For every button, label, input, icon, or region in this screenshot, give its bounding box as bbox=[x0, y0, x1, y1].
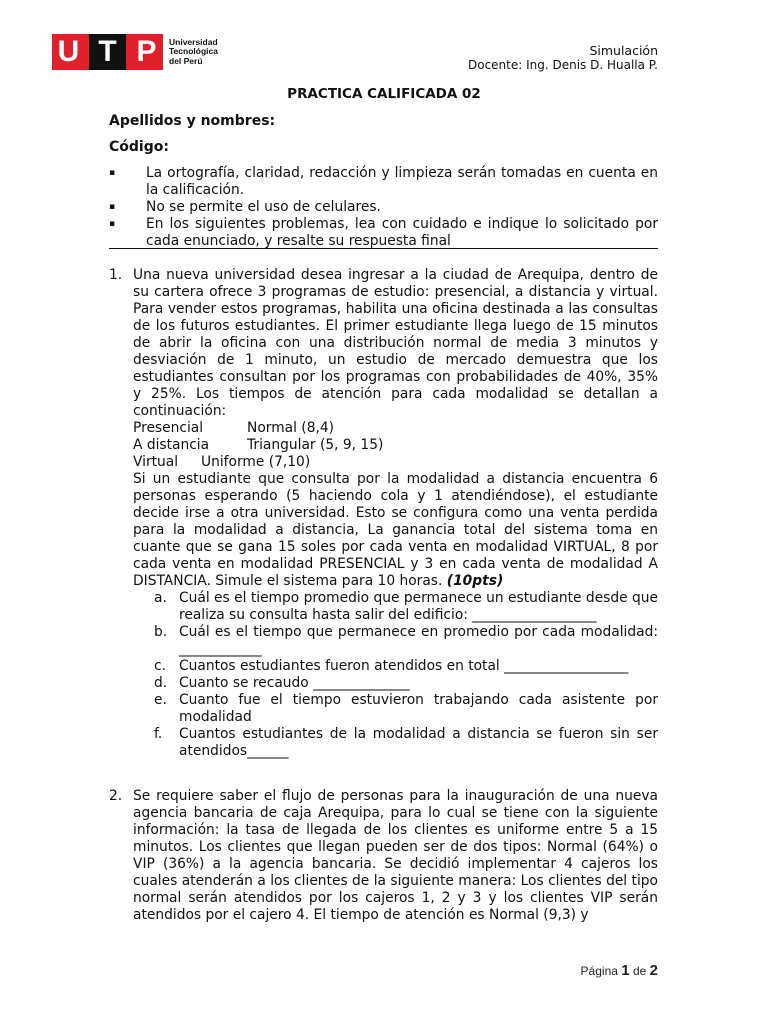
question-continuation: Si un estudiante que consulta por la modalidad a distancia encuentra 6 personas esperando (5 haciendo cola y 1 atendiéndose), el estudiante decide irse a otra universidad. Esto se configura como una venta perdida para la modalidad a distancia, La ganancia total del sistema toma en cuante que se gana 15 soles por cada venta en modalidad VIRTUAL, 8 por cada venta en modalidad PRESENCIAL y 3 en cada venta de modalidad A DISTANCIA. Simule el sistema para 10 horas. (10pts) bbox=[133, 471, 658, 589]
list-item: b. Cuál es el tiempo que permanece en promedio por cada modalidad: ____________ bbox=[154, 624, 658, 657]
list-item: c. Cuantos estudiantes fueron atendidos en total __________________ bbox=[154, 658, 629, 674]
page-number: Página 1 de 2 bbox=[580, 962, 658, 979]
rule-item: ▪ La ortografía, claridad, redacción y limpieza serán tomadas en cuenta en la calificación. bbox=[109, 165, 658, 198]
modality-row: Virtual Uniforme (7,10) bbox=[133, 454, 311, 470]
list-item: e. Cuanto fue el tiempo estuvieron trabajando cada asistente por modalidad bbox=[154, 692, 658, 725]
list-item: d. Cuanto se recaudo ______________ bbox=[154, 675, 410, 691]
course-subject: Simulación bbox=[589, 43, 658, 58]
modality-row: Presencial Normal (8,4) bbox=[133, 420, 335, 436]
logo-letter-u: U bbox=[52, 34, 85, 70]
names-field-label: Apellidos y nombres: bbox=[109, 113, 276, 129]
question-intro: Una nueva universidad desea ingresar a la ciudad de Arequipa, dentro de su cartera ofrece 3 programas de estudio: presencial, a distancia y virtual. Para vender estos programas, habilita una oficina destinada a las consultas de los futuros estudiantes. El primer estudiante llega luego de 15 minutos de abrir la oficina con una distribución normal de media 3 minutos y desviación de 1 minuto, un estudio de mercado demuestra que los estudiantes consultan por los programas con probabilidades de 40%, 35% y 25%. Los tiempos de atención para cada modalidad se detallan a continuación: bbox=[133, 267, 658, 419]
question-points: (10pts) bbox=[446, 573, 504, 589]
header-info bbox=[468, 43, 658, 73]
list-item: f. Cuantos estudiantes de la modalidad a distancia se fueron sin ser atendidos______ bbox=[154, 726, 658, 759]
logo-letter-p: P bbox=[130, 34, 163, 70]
rules-list bbox=[109, 165, 658, 250]
logo-letter-t: T bbox=[89, 34, 126, 70]
rule-item: ▪ En los siguientes problemas, lea con cuidado e indique lo solicitado por cada enunciado, y resalte su respuesta final bbox=[109, 216, 658, 249]
teacher-name: Docente: Ing. Denis D. Hualla P. bbox=[467, 58, 658, 72]
logo-wordmark: Universidad Tecnológica del Perú bbox=[169, 36, 218, 66]
question-text: Se requiere saber el flujo de personas para la inauguración de una nueva agencia bancaria de caja Arequipa, para lo cual se tiene con la siguiente información: la tasa de llegada de los clientes es uniforme entre 5 a 15 minutos. Los clientes que llegan pueden ser de dos tipos: Normal (64%) o VIP (36%) a la agencia bancaria. Se decidió implementar 4 cajeros los cuales atenderán a los clientes de la siguiente manera: Los clientes del tipo normal serán atendidos por los cajeros 1, 2 y 3 y los clientes VIP serán atendidos por el cajero 4. El tiempo de atención es Normal (9,3) y bbox=[133, 788, 658, 923]
question-1 bbox=[109, 267, 658, 760]
question-2 bbox=[109, 788, 658, 924]
question-number: 2. bbox=[109, 788, 123, 804]
page-title: PRACTICA CALIFICADA 02 bbox=[287, 86, 481, 102]
modality-row: A distancia Triangular (5, 9, 15) bbox=[133, 437, 384, 453]
rule-item: ▪ No se permite el uso de celulares. bbox=[109, 199, 381, 215]
question-number: 1. bbox=[109, 267, 123, 283]
divider-line bbox=[109, 248, 658, 249]
utp-logo bbox=[52, 34, 218, 70]
list-item: a. Cuál es el tiempo promedio que permanece un estudiante desde que realiza su consulta hasta salir del edificio: __________________ bbox=[154, 590, 658, 623]
question-items bbox=[133, 590, 658, 760]
code-field-label: Código: bbox=[109, 139, 169, 155]
